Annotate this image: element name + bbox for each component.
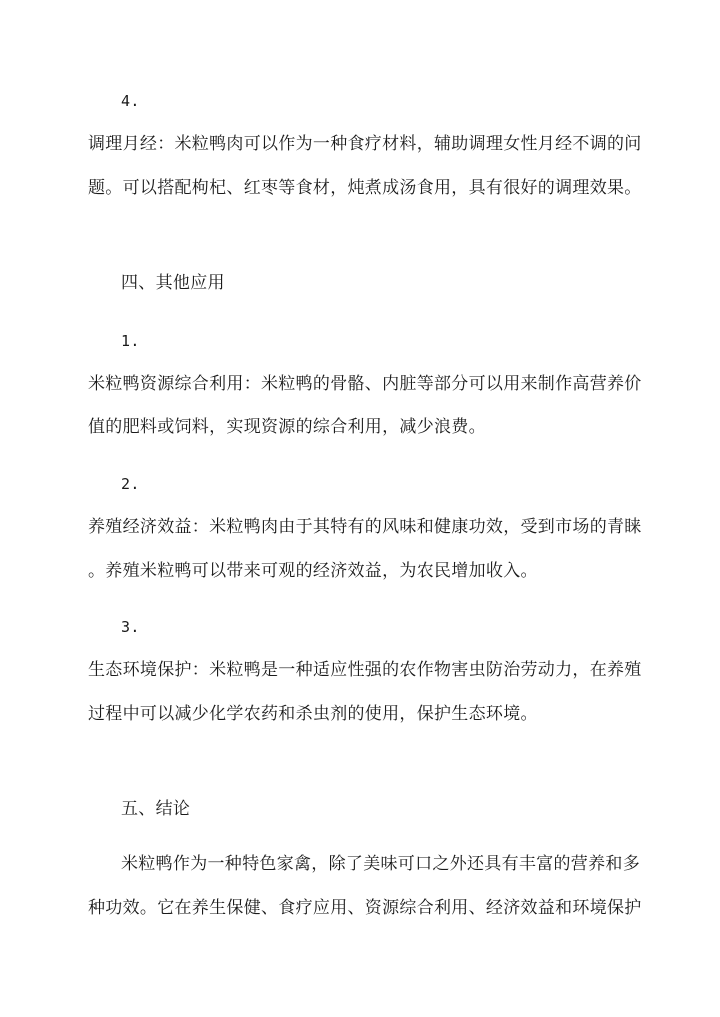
section-4-item-2-number: 2. [121, 475, 140, 493]
section-4-item-3-number: 3. [121, 618, 140, 636]
section-5-line-1: 米粒鸭作为一种特色家禽，除了美味可口之外还具有丰富的营养和多 [121, 854, 640, 874]
item-4-text-line-1: 调理月经：米粒鸭肉可以作为一种食疗材料，辅助调理女性月经不调的问 [88, 134, 642, 154]
section-4-item-3-line-2: 过程中可以减少化学农药和杀虫剂的使用，保护生态环境。 [88, 704, 538, 724]
section-4-item-1-number: 1. [121, 332, 140, 350]
section-4-item-3-line-1: 生态环境保护：米粒鸭是一种适应性强的农作物害虫防治劳动力，在养殖 [88, 660, 642, 680]
section-4-item-2-line-2: 。养殖米粒鸭可以带来可观的经济效益，为农民增加收入。 [88, 561, 538, 581]
item-4-text-line-2: 题。可以搭配枸杞、红枣等食材，炖煮成汤食用，具有很好的调理效果。 [88, 178, 642, 198]
section-5-heading: 五、结论 [121, 799, 191, 819]
section-4-item-1-line-2: 值的肥料或饲料，实现资源的综合利用，减少浪费。 [88, 417, 486, 437]
section-4-heading: 四、其他应用 [121, 273, 225, 293]
item-4-number: 4. [121, 92, 140, 110]
section-4-item-2-line-1: 养殖经济效益：米粒鸭肉由于其特有的风味和健康功效，受到市场的青睐 [88, 517, 642, 537]
section-5-line-2: 种功效。它在养生保健、食疗应用、资源综合利用、经济效益和环境保护 [88, 898, 642, 918]
section-4-item-1-line-1: 米粒鸭资源综合利用：米粒鸭的骨骼、内脏等部分可以用来制作高营养价 [88, 374, 642, 394]
